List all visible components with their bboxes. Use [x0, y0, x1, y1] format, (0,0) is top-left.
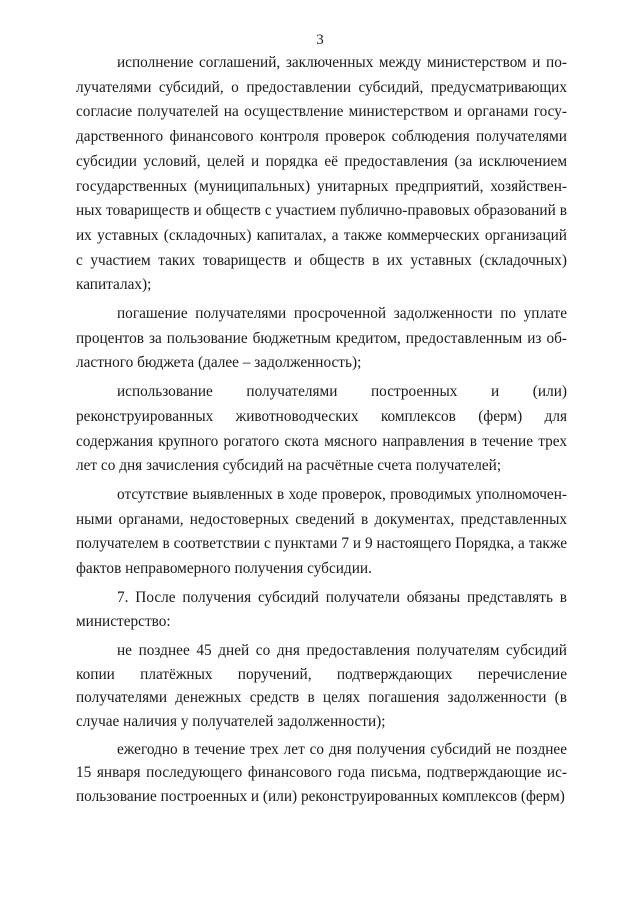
paragraph-annual-letters: ежегодно в течение трех лет со дня получения субсидий не позднее 15 января последующего финансового года письма, подтверждающие использование построенных и (или) реконструированных комплексов (ферм): [76, 740, 567, 805]
paragraph-agreements: исполнение соглашений, заключенных между министерством и получателями субсидий, о предоставлении субсидий, предусматривающих согласие получателей на осуществление министерством и органами государственного финансового контроля проверок соблюдения получателями субсидии условий, целей и порядка её предоставления (за исключением государственных (муниципальных) унитарных предприятий, хозяйственных товариществ и обществ с участием публично-правовых образований в их уставных (складочных) капиталах, а также коммерческих организаций с участием таких товариществ и обществ в их уставных (складочных) капиталах);: [76, 54, 567, 294]
paragraph-payment-orders: не позднее 45 дней со дня предоставления получателям субсидий копии платёжных поручений, подтверждающих перечисление получателями денежных средств в целях погашения задолженности (в случае наличия у получателей задолженности);: [76, 642, 567, 730]
paragraph-complex-usage: использование получателями построенных и (или) реконструированных животноводческих комплексов (ферм) для содержания крупного рогатого скота мясного направления в течение трех лет со дня зачисления субсидий на расчётные счета получателей;: [76, 383, 567, 475]
paragraph-no-violations: отсутствие выявленных в ходе проверок, проводимых уполномоченными органами, недостоверных сведений в документах, представленных получателем в соответствии с пунктами 7 и 9 настоящего Порядка, а также фактов неправомерного получения субсидии.: [76, 485, 567, 578]
document-body: [76, 51, 567, 808]
paragraph-debt-repayment: погашение получателями просроченной задолженности по уплате процентов за пользование бюджетным кредитом, предоставленным из областного бюджета (далее – задолженность);: [76, 305, 567, 372]
page-number: 3: [316, 32, 324, 48]
paragraph-section-7: 7. После получения субсидий получатели обязаны представлять в министерство:: [76, 588, 567, 631]
